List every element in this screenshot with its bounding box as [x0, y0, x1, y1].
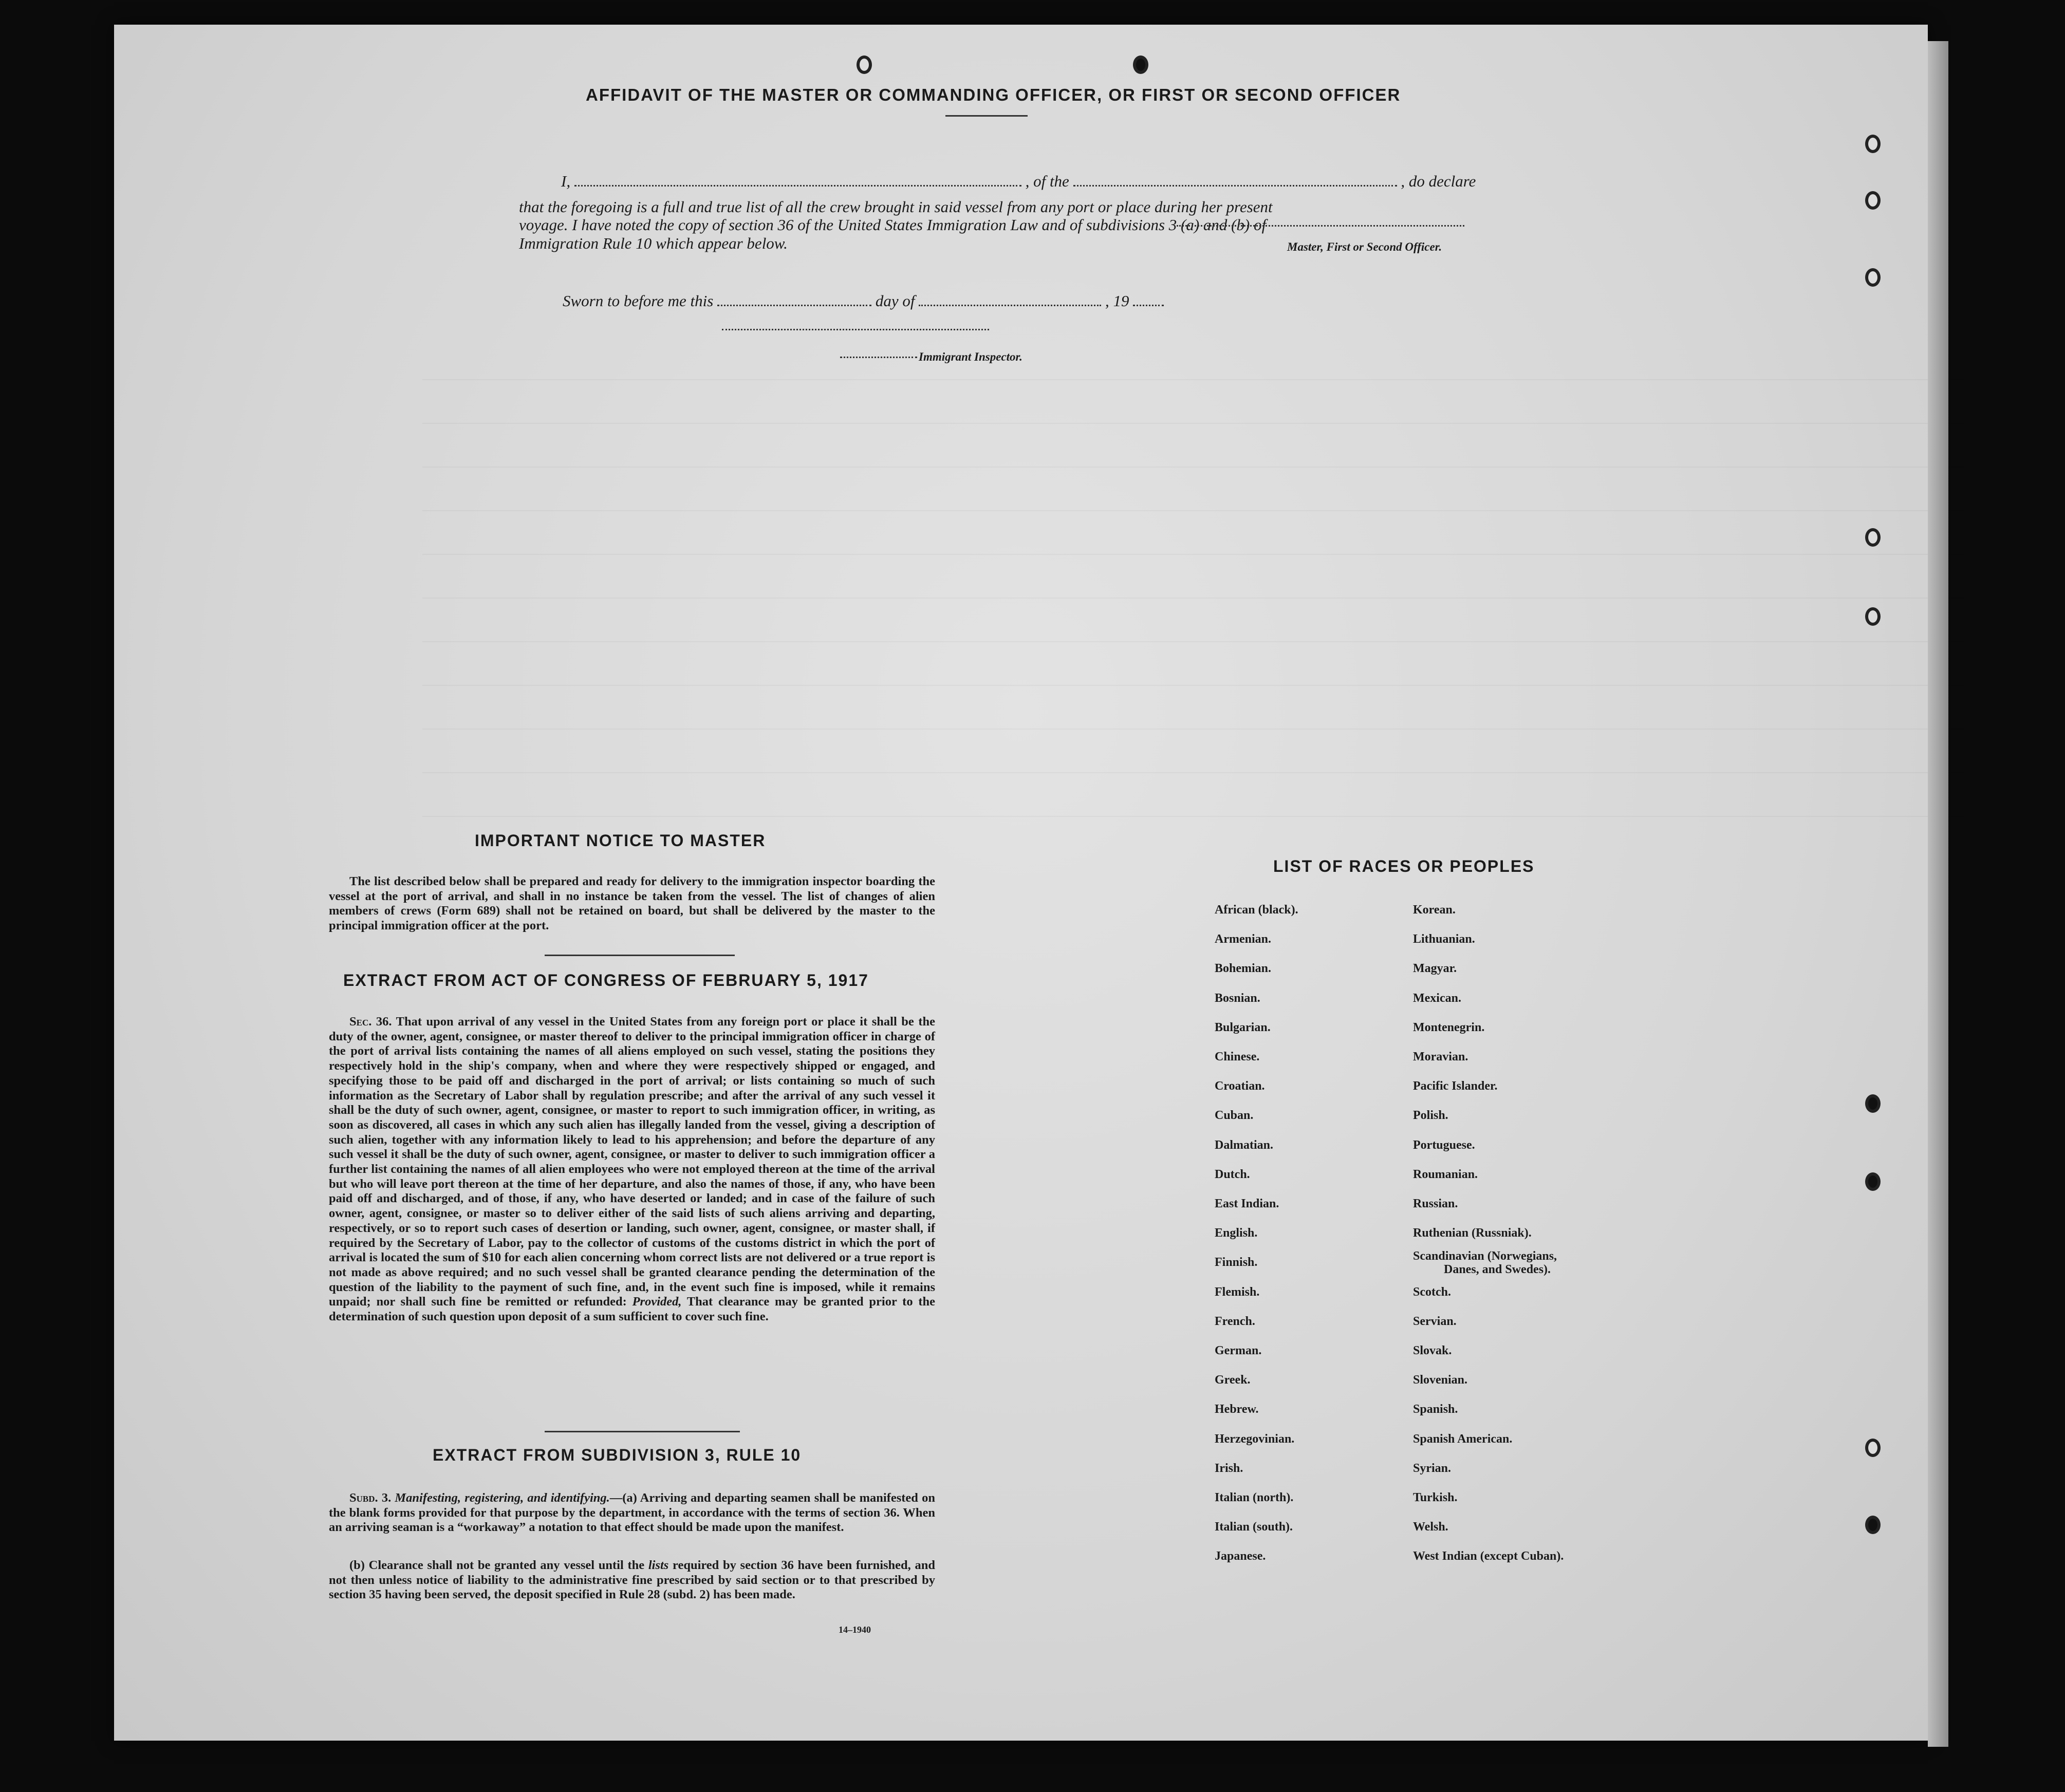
- divider: [945, 115, 1028, 117]
- rule-b-start: (b) Clearance shall not be granted any vessel until the: [349, 1558, 645, 1572]
- affiant-label: I,: [561, 172, 571, 190]
- binder-hole-icon: [1865, 1439, 1881, 1457]
- race-item: Korean.: [1413, 903, 1456, 917]
- subd-title: Manifesting, registering, and identifying.: [395, 1491, 610, 1505]
- affiant-name-field[interactable]: [574, 185, 1021, 186]
- affidavit-line-4: Immigration Rule 10 which appear below.: [519, 234, 788, 252]
- race-item: Roumanian.: [1413, 1167, 1478, 1181]
- act-body: That upon arrival of any vessel in the United States from any foreign port or place it shall be the duty of the owner, agent, consignee, or master thereof to deliver to the principal immigration officer in charge of the port of arrival lists containing the names of all aliens employed on such vessel, stating the positions they respectively hold in the ship's company, when and where they were respectively shipped or engaged, and specifying those to be paid off and discharged in the port of arrival; or lists containing so much of such information as the Secretary of Labor shall by regulation prescribe; and after the arrival of any such vessel it shall be the duty of such owner, agent, consignee, or master to report to such immigration officer, in writing, as soon as discovered, all cases in which any such alien has illegally landed from the vessel, giving a description of such alien, together with any information likely to lead to his apprehension; and before the departure of any such vessel it shall be the duty of such owner, agent, consignee, or master to deliver to such immigration officer a further list containing the names of all alien employees who were not employed thereon at the time of the arrival but who will leave port thereon at the time of her departure, and also the names of those, if any, who have been paid off and discharged, and of those, if any, who have deserted or landed; and in case of the failure of such owner, agent, consignee, or master so to deliver either of the said lists of such aliens arriving and departing, respectively, or so to report such cases of desertion or landing, such owner, agent, consignee, or master shall, if required by the Secretary of Labor, pay to the collector of customs of the customs district in which the port of arrival is located the sum of $10 for each alien concerning whom correct lists are not delivered or a true report is not made as above required; and no such vessel shall be granted clearance pending the determination of the question of the liability to the payment of such fine, and, in the event such fine is imposed, while it remains unpaid; nor shall such fine be remitted or refunded:: [329, 1015, 935, 1309]
- provided-label: Provided,: [632, 1295, 682, 1309]
- subd-label: Subd. 3.: [349, 1491, 392, 1505]
- sworn-month-field[interactable]: [919, 305, 1101, 306]
- race-item: Herzegovinian.: [1215, 1432, 1295, 1446]
- rule-b-end: required by section 36 have been furnished, and not then unless notice of liability to the administrative fine prescribed by said section or to that prescribed by section 35 having been served, the deposit specified in Rule 28 (subd. 2) has been made.: [329, 1558, 935, 1602]
- binder-hole-icon: [1865, 528, 1881, 547]
- race-item: Portuguese.: [1413, 1138, 1475, 1152]
- form-number: 14–1940: [839, 1625, 871, 1635]
- binder-hole-icon: [1865, 1094, 1881, 1113]
- inspector-name-field[interactable]: [840, 357, 917, 358]
- race-item: Hebrew.: [1215, 1403, 1259, 1416]
- notice-heading: IMPORTANT NOTICE TO MASTER: [475, 831, 766, 850]
- binder-hole-icon: [1133, 55, 1148, 74]
- binder-hole-icon: [1865, 1172, 1881, 1191]
- race-item: Armenian.: [1215, 932, 1271, 946]
- affidavit-heading: AFFIDAVIT OF THE MASTER OR COMMANDING OFFICER, OR FIRST OR SECOND OFFICER: [586, 85, 1401, 104]
- race-item: Dalmatian.: [1215, 1138, 1273, 1152]
- inspector-signature-field[interactable]: [722, 329, 989, 330]
- race-item: Scandinavian (Norwegians, Danes, and Swedes).: [1413, 1249, 1557, 1277]
- race-item: West Indian (except Cuban).: [1413, 1550, 1564, 1563]
- race-item: Irish.: [1215, 1461, 1243, 1475]
- race-item: African (black).: [1215, 903, 1298, 917]
- rule-a-body: —(a) Arriving and departing seamen shall be manifested on the blank forms provided for that purpose by the department, in accordance with the terms of section 36. When an arriving seaman is a “workaway” a notation to that effect should be made upon the manifest.: [329, 1491, 935, 1535]
- race-item: Bosnian.: [1215, 991, 1260, 1005]
- day-of-label: day of: [875, 292, 915, 310]
- act-heading: EXTRACT FROM ACT OF CONGRESS OF FEBRUARY 5, 1917: [343, 971, 869, 990]
- race-item: Moravian.: [1413, 1050, 1468, 1063]
- act-body-end: That clearance may be granted prior to the determination of such question upon deposit of a sum sufficient to cover such fine.: [329, 1295, 935, 1324]
- race-item: Italian (south).: [1215, 1520, 1293, 1534]
- race-item: Syrian.: [1413, 1461, 1452, 1475]
- race-item: Welsh.: [1413, 1520, 1448, 1534]
- race-item: Montenegrin.: [1413, 1020, 1485, 1034]
- affidavit-line-2: that the foregoing is a full and true list of all the crew brought in said vessel from any port or place during her present: [519, 198, 1273, 216]
- sworn-label: Sworn to before me this: [563, 292, 714, 310]
- races-heading: LIST OF RACES OR PEOPLES: [1273, 857, 1535, 875]
- signature-label: Master, First or Second Officer.: [1287, 240, 1442, 253]
- divider: [545, 1431, 740, 1432]
- race-item: German.: [1215, 1344, 1262, 1357]
- race-item: Greek.: [1215, 1373, 1251, 1387]
- race-item: Russian.: [1413, 1197, 1458, 1210]
- act-text: [329, 1015, 935, 1324]
- signature-field[interactable]: [1177, 225, 1464, 227]
- race-item: Italian (north).: [1215, 1491, 1294, 1504]
- rule-text-a: [329, 1491, 935, 1535]
- sec-label: Sec. 36.: [349, 1015, 392, 1029]
- binder-hole-icon: [1865, 135, 1881, 153]
- race-item: Croatian.: [1215, 1079, 1265, 1093]
- divider: [545, 955, 735, 956]
- sworn-year-field[interactable]: [1133, 305, 1164, 306]
- rule-heading: EXTRACT FROM SUBDIVISION 3, RULE 10: [433, 1446, 802, 1464]
- race-item: Turkish.: [1413, 1491, 1458, 1504]
- race-item: Scotch.: [1413, 1285, 1451, 1299]
- binder-hole-icon: [1865, 268, 1881, 287]
- notice-body: The list described below shall be prepared and ready for delivery to the immigration inspector boarding the vessel at the port of arrival, and shall in no instance be taken from the vessel. The list of changes of alien members of crews (Form 689) shall not be retained on board, but shall be delivered by the master to the principal immigration officer at the port.: [329, 874, 935, 933]
- race-item: East Indian.: [1215, 1197, 1279, 1210]
- lists-label: lists: [648, 1558, 669, 1572]
- year-label: , 19: [1105, 292, 1129, 310]
- binder-hole-icon: [857, 55, 872, 74]
- race-item: Mexican.: [1413, 991, 1461, 1005]
- race-item: Spanish American.: [1413, 1432, 1513, 1446]
- race-item: French.: [1215, 1314, 1255, 1328]
- race-item: Dutch.: [1215, 1167, 1250, 1181]
- race-item: Magyar.: [1413, 962, 1457, 976]
- notice-text: [329, 874, 935, 934]
- binder-hole-icon: [1865, 191, 1881, 210]
- race-item: Finnish.: [1215, 1256, 1258, 1270]
- race-item: English.: [1215, 1226, 1258, 1240]
- of-the-label: , of the: [1025, 172, 1069, 190]
- race-item: Slovenian.: [1413, 1373, 1468, 1387]
- sworn-day-field[interactable]: [717, 305, 871, 306]
- race-item: Slovak.: [1413, 1344, 1452, 1357]
- binder-hole-icon: [1865, 607, 1881, 626]
- race-item: Spanish.: [1413, 1403, 1458, 1416]
- race-item: Ruthenian (Russniak).: [1413, 1226, 1532, 1240]
- race-item: Polish.: [1413, 1109, 1448, 1123]
- affidavit-line-3: voyage. I have noted the copy of section 36 of the United States Immigration Law and of subdivisions 3 (a) and (b) of: [519, 216, 1267, 234]
- race-item: Chinese.: [1215, 1050, 1260, 1063]
- rule-text-b: [329, 1558, 935, 1602]
- binder-hole-icon: [1865, 1516, 1881, 1534]
- race-item: Flemish.: [1215, 1285, 1260, 1299]
- race-item: Bohemian.: [1215, 962, 1272, 976]
- race-item: Cuban.: [1215, 1109, 1254, 1123]
- race-item: Servian.: [1413, 1314, 1457, 1328]
- vessel-name-field[interactable]: [1073, 185, 1397, 186]
- do-declare-label: , do declare: [1401, 172, 1476, 190]
- race-item: Japanese.: [1215, 1550, 1266, 1563]
- inspector-label: Immigrant Inspector.: [919, 350, 1022, 363]
- page-edge: [1928, 41, 1948, 1747]
- race-item: Lithuanian.: [1413, 932, 1475, 946]
- race-item: Bulgarian.: [1215, 1020, 1271, 1034]
- race-item: Pacific Islander.: [1413, 1079, 1498, 1093]
